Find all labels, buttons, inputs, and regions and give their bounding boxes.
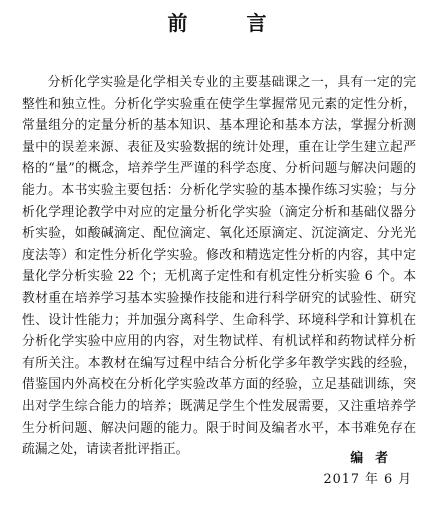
signature-date: 2017 年 6 月: [323, 472, 412, 487]
author-signature: 编者: [350, 451, 400, 466]
page-title: 前 言: [167, 11, 293, 35]
preface-body: 分析化学实验是化学相关专业的主要基础课之一，具有一定的完整性和独立性。分析化学实验重在使学生掌握常见元素的定性分析，常量组分的定量分析的基本知识、基本理论和基本方法，掌握分析测量中的误差来源、表征及实验数据的统计处理，重在让学生建立起严格的“量”的概念，培养学生严谨的科学态度、分析问题与解决问题的能力。本书实验主要包括：分析化学实验的基本操作练习实验；与分析化学理论教学中对应的定量分析化学实验（滴定分析和基础仪器分析实验，如酸碱滴定、配位滴定、氧化还原滴定、沉淀滴定、分光光度法等）和定性分析化学实验。修改和精选定性分析的内容，其中定量化学分析实验 22 个；无机离子定性和有机定性分析实验 6 个。本教材重在培养学习基本实验操作技能和进行科学研究的试验性、研究性、设计性能力；并加强分离科学、生命科学、环境科学和计算机在分析化学实验中应用的内容，对生物试样、有机试样和药物试样分析有所关注。本教材在编写过程中结合分析化学多年教学实践的经验，借鉴国内外高校在分析化学实验改革方面的经验，立足基础训练，突出对学生综合能力的培养；既满足学生个性发展需要，又注重培养学生分析问题、解决问题的能力。限于时间及编者水平，本书难免存在疏漏之处，请读者批评指正。: [22, 75, 416, 458]
signature-block: [323, 448, 412, 490]
